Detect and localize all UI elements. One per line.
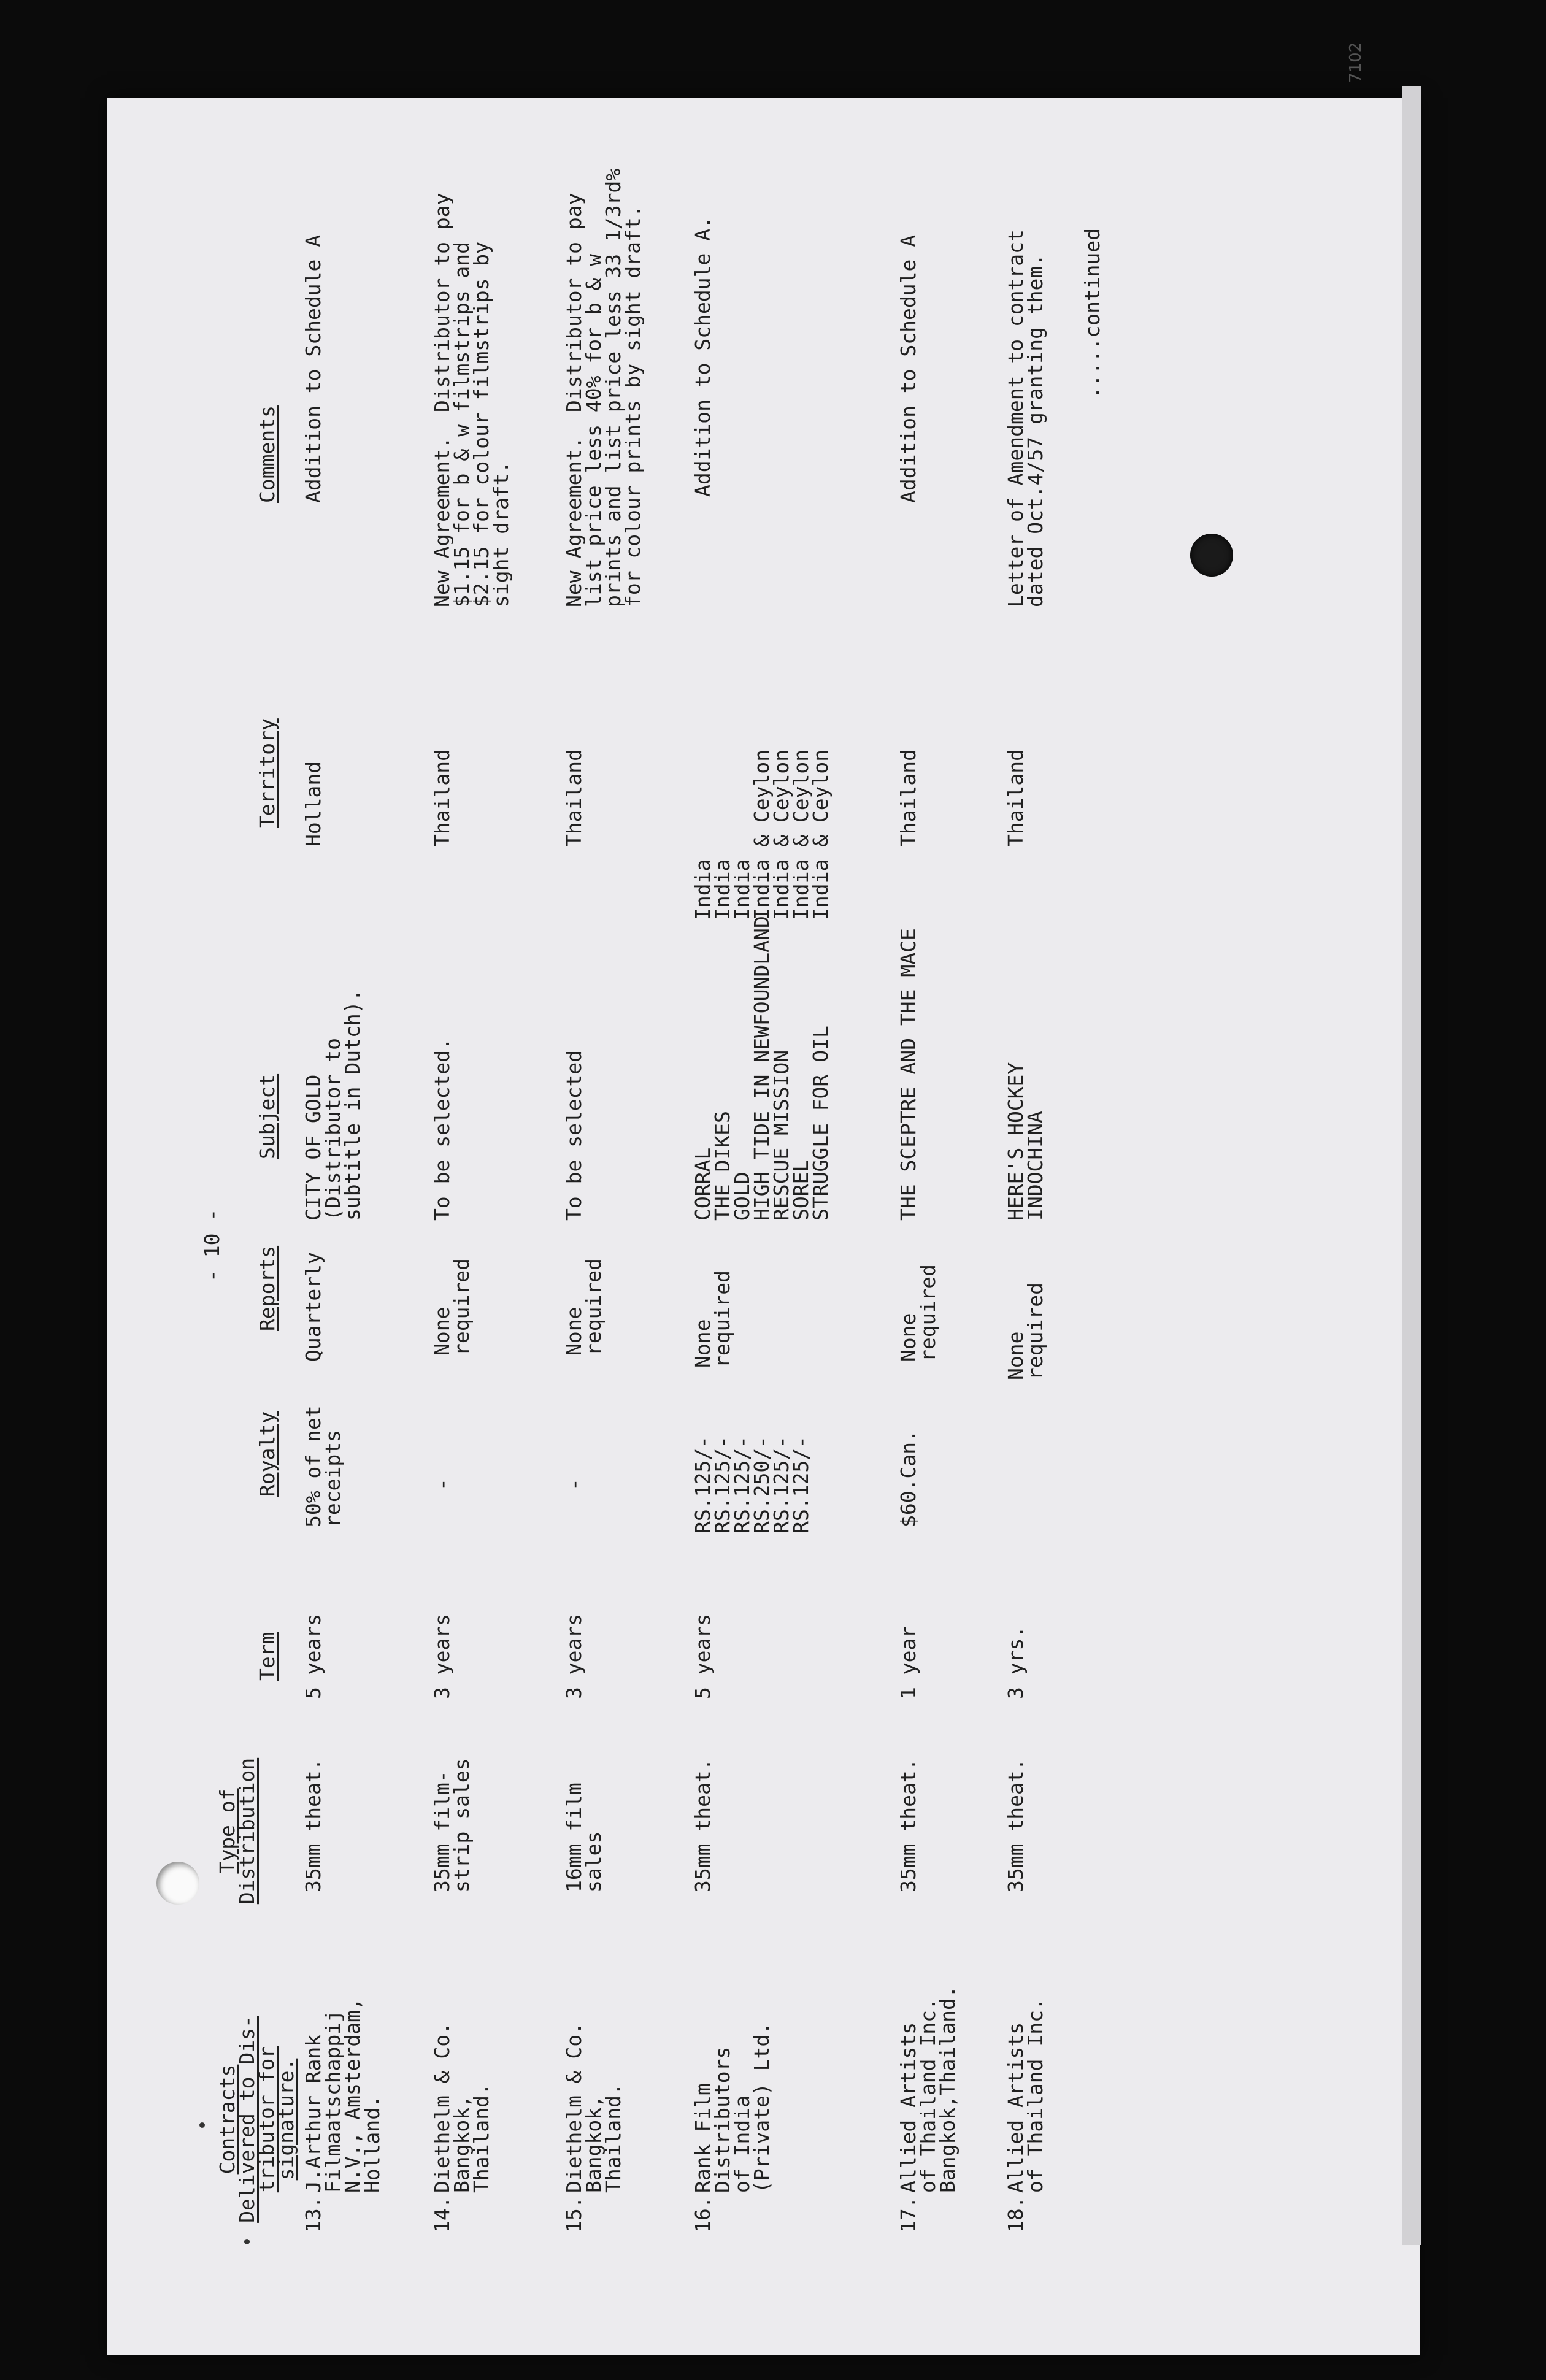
- row-16-contract: Rank Film Distributors of India (Private) Ltd.: [691, 2022, 774, 2193]
- row-17-reports: None required: [896, 1264, 940, 1362]
- row-18-comments: Letter of Amendment to contract dated Oct.4/57 granting them.: [1004, 229, 1047, 607]
- row-17-comments: Addition to Schedule A: [896, 234, 920, 503]
- row-17-subject: THE SCEPTRE AND THE MACE: [896, 928, 920, 1221]
- header-contracts: Contracts Delivered to Dis- tributor for signature.: [215, 2016, 298, 2223]
- row-16-reports: None required: [691, 1270, 734, 1368]
- row-13-reports: Quarterly: [301, 1252, 325, 1362]
- header-territory: Territory: [255, 718, 279, 828]
- row-15-type: 16mm film sales: [562, 1783, 606, 1892]
- row-15-comments: New Agreement. Distributor to pay list price less 40% for b & w prints and list price less 33 1/3rd% for colour prints by sight draft.: [562, 168, 645, 607]
- row-14-comments: New Agreement. Distributor to pay $1.15 for b & w filmstrips and $2.15 for colour filmstrips by sight draft.: [430, 193, 513, 607]
- row-16-comments: Addition to Schedule A.: [691, 217, 715, 497]
- row-13-royalty: 50% of net receipts: [301, 1405, 345, 1527]
- row-13-term: 5 years: [301, 1613, 325, 1699]
- row-16-num: 16.: [691, 2196, 715, 2233]
- row-16-territory: India India India India & Ceylon India & Ceylon India & Ceylon India & Ceylon: [691, 749, 833, 920]
- row-13-type: 35mm theat.: [301, 1758, 325, 1892]
- row-16-royalty: RS.125/- RS.125/- RS.125/- RS.250/- RS.125/- RS.125/-: [691, 1436, 813, 1534]
- row-14-territory: Thailand: [430, 749, 454, 846]
- row-13-contract: J.Arthur Rank Filmaatschappij N.V., Amsterdam, Holland.: [301, 1998, 384, 2193]
- row-15-reports: None required: [562, 1258, 606, 1356]
- header-subject: Subject: [255, 1073, 279, 1159]
- row-13-num: 13.: [301, 2196, 325, 2233]
- row-17-territory: Thailand: [896, 749, 920, 846]
- document-page: [107, 141, 1273, 2263]
- row-14-term: 3 years: [430, 1613, 454, 1699]
- row-14-type: 35mm film- strip sales: [430, 1758, 474, 1892]
- row-18-type: 35mm theat.: [1004, 1758, 1028, 1892]
- row-17-num: 17.: [896, 2196, 920, 2233]
- continued-note: .....continued: [1080, 228, 1104, 399]
- header-reports: Reports: [255, 1245, 279, 1331]
- row-18-territory: Thailand: [1004, 749, 1028, 846]
- row-14-reports: None required: [430, 1258, 474, 1356]
- row-13-comments: Addition to Schedule A: [301, 234, 325, 503]
- page-number: - 10 -: [200, 1208, 224, 1282]
- row-15-contract: Diethelm & Co. Bangkok, Thailand.: [562, 2022, 625, 2193]
- row-18-num: 18.: [1004, 2196, 1028, 2233]
- row-14-num: 14.: [430, 2196, 454, 2233]
- row-13-territory: Holland: [301, 761, 325, 846]
- row-16-subject: CORRAL THE DIKES GOLD HIGH TIDE IN NEWFOUNDLAND RESCUE MISSION SOREL STRUGGLE FOR OIL: [691, 916, 833, 1221]
- row-15-territory: Thailand: [562, 749, 586, 846]
- row-16-type: 35mm theat.: [691, 1758, 715, 1892]
- row-13-subject: CITY OF GOLD (Distributor to subtitle in Dutch).: [301, 989, 364, 1221]
- header-term: Term: [255, 1632, 279, 1681]
- row-18-contract: Allied Artists of Thailand Inc.: [1004, 1998, 1047, 2193]
- corner-mark: 7102: [1347, 42, 1365, 83]
- header-royalty: Royalty: [255, 1411, 279, 1497]
- row-15-royalty: -: [562, 1478, 586, 1491]
- row-18-reports: None required: [1004, 1283, 1047, 1380]
- header-type: Type of Distribution: [215, 1757, 259, 1905]
- row-17-term: 1 year: [896, 1626, 920, 1699]
- row-15-subject: To be selected: [562, 1050, 586, 1221]
- row-18-term: 3 yrs.: [1004, 1626, 1028, 1699]
- sheet-edge: [1402, 86, 1421, 2245]
- row-17-type: 35mm theat.: [896, 1758, 920, 1892]
- row-14-contract: Diethelm & Co. Bangkok, Thailand.: [430, 2022, 493, 2193]
- row-16-term: 5 years: [691, 1613, 715, 1699]
- row-18-subject: HERE'S HOCKEY INDOCHINA: [1004, 1062, 1047, 1221]
- header-comments: Comments: [255, 405, 279, 503]
- row-15-num: 15.: [562, 2196, 586, 2233]
- row-17-royalty: $60.Can.: [896, 1430, 920, 1527]
- row-14-royalty: -: [430, 1478, 454, 1491]
- row-15-term: 3 years: [562, 1613, 586, 1699]
- row-17-contract: Allied Artists of Thailand Inc. Bangkok,Thailand.: [896, 1986, 960, 2193]
- row-14-subject: To be selected.: [430, 1037, 454, 1221]
